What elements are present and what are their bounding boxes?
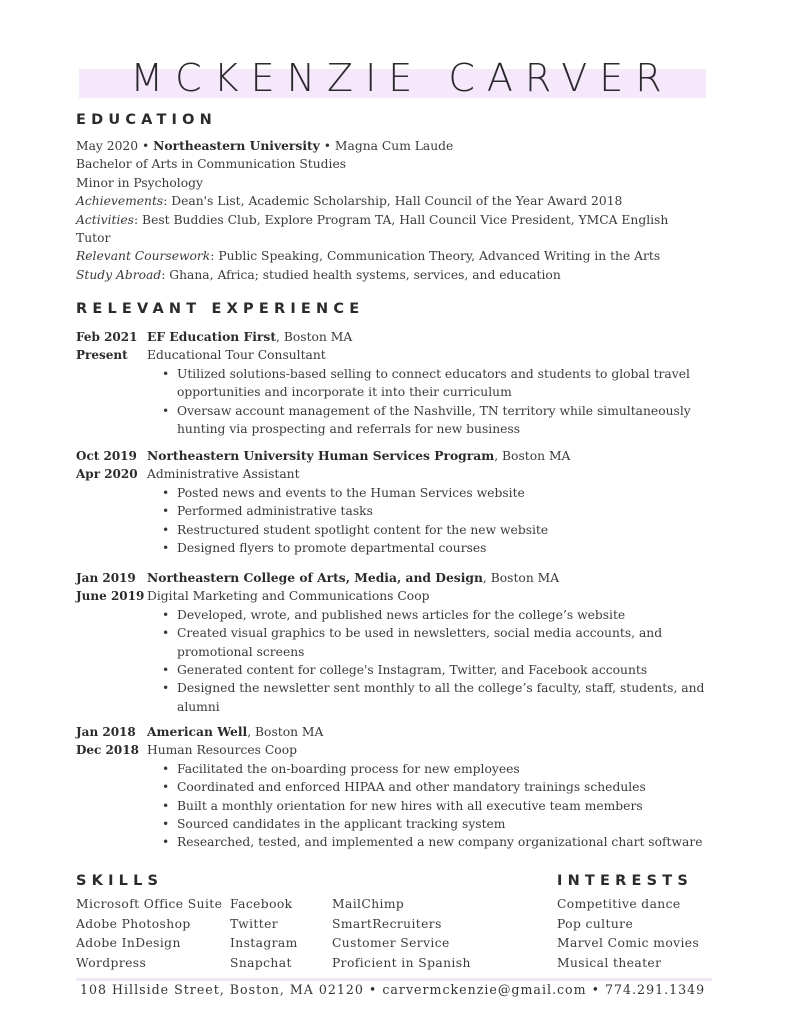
education-honor: Magna Cum Laude: [334, 139, 454, 153]
interests-heading: INTERESTS: [557, 873, 693, 889]
education-minor: Minor in Psychology: [76, 175, 203, 190]
job-bullet: • Created visual graphics to be used in newsletters, social media accounts, and promotional screens: [162, 624, 707, 661]
education-coursework: [76, 247, 716, 265]
activities-label: Activities: [76, 212, 134, 227]
job-start-date: Oct 2019: [76, 449, 137, 463]
job-bullet: • Oversaw account management of the Nashville, TN territory while simultaneously hunting via prospecting and referrals for new business: [162, 402, 707, 439]
job-location: , Boston MA: [276, 330, 353, 344]
job-organization: Northeastern University Human Services Program: [147, 448, 495, 463]
job-bullet: • Designed flyers to promote departmental courses: [162, 539, 707, 557]
achievements-label: Achievements: [76, 194, 164, 209]
interest-item: Marvel Comic movies: [557, 936, 700, 951]
separator: •: [319, 139, 335, 153]
job-bullet: • Developed, wrote, and published news articles for the college’s website: [162, 606, 707, 624]
job-bullets: [162, 606, 716, 716]
separator: •: [138, 139, 154, 153]
skill-item: Snapchat: [230, 955, 292, 970]
job-title: Human Resources Coop: [147, 743, 297, 758]
job-start-date: Feb 2021: [76, 330, 138, 344]
job-bullet: • Generated content for college's Instagram, Twitter, and Facebook accounts: [162, 661, 707, 679]
job-end-date: Dec 2018: [76, 743, 139, 758]
job-title: Digital Marketing and Communications Coop: [147, 589, 430, 604]
interest-item: Musical theater: [557, 955, 662, 970]
job-end-date: June 2019: [76, 589, 145, 604]
candidate-name: MCKENZIE CARVER: [130, 56, 674, 100]
skill-item: Twitter: [230, 916, 279, 931]
contact-email[interactable]: carvermckenzie@gmail.com: [382, 982, 587, 997]
education-date: May 2020: [76, 139, 139, 153]
interests-list: [557, 895, 699, 973]
skill-item: Microsoft Office Suite: [76, 897, 223, 911]
job-bullet: • Posted news and events to the Human Services website: [162, 484, 707, 502]
job-entry: [76, 569, 716, 716]
job-bullets: [162, 484, 716, 558]
interest-item: Competitive dance: [557, 897, 681, 911]
education-section: [76, 137, 716, 284]
job-location: , Boston MA: [494, 449, 571, 463]
job-location: , Boston MA: [247, 725, 324, 739]
skill-item: MailChimp: [332, 897, 405, 911]
education-activities-cont: Tutor: [76, 231, 111, 246]
job-organization: American Well: [147, 724, 248, 739]
separator: •: [363, 982, 383, 997]
skill-item: Facebook: [230, 897, 293, 911]
job-start-date: Jan 2018: [76, 725, 136, 739]
study-abroad-label: Study Abroad: [76, 267, 162, 282]
skill-item: Proficient in Spanish: [332, 955, 471, 970]
achievements-text: : Dean's List, Academic Scholarship, Hall Council of the Year Award 2018: [163, 194, 623, 209]
study-abroad-text: : Ghana, Africa; studied health systems, services, and education: [161, 267, 561, 282]
job-bullets: [162, 760, 716, 852]
job-entry: [76, 447, 716, 557]
education-heading: EDUCATION: [76, 112, 218, 128]
skill-item: Customer Service: [332, 936, 450, 951]
skill-item: Instagram: [230, 936, 298, 951]
interest-item: Pop culture: [557, 916, 634, 931]
footer-divider: [76, 978, 712, 981]
job-title: Administrative Assistant: [147, 467, 300, 482]
education-study-abroad: [76, 266, 716, 284]
coursework-label: Relevant Coursework: [76, 249, 211, 264]
job-bullet: • Sourced candidates in the applicant tracking system: [162, 815, 707, 833]
job-title: Educational Tour Consultant: [147, 348, 326, 363]
job-entry: [76, 723, 716, 852]
job-bullet: • Coordinated and enforced HIPAA and other mandatory trainings schedules: [162, 778, 707, 796]
job-bullet: • Built a monthly orientation for new hires with all executive team members: [162, 797, 707, 815]
job-bullet: • Utilized solutions-based selling to connect educators and students to global travel opportunities and incorporate it into their curriculum: [162, 365, 707, 402]
education-activities: [76, 211, 716, 229]
job-start-date: Jan 2019: [76, 571, 136, 585]
skill-item: Adobe Photoshop: [76, 916, 191, 931]
job-end-date: Present: [76, 348, 128, 363]
education-degree: Bachelor of Arts in Communication Studies: [76, 157, 347, 172]
activities-text: : Best Buddies Club, Explore Program TA, Hall Council Vice President, YMCA English: [133, 212, 669, 227]
job-bullets: [162, 365, 716, 439]
contact-address: 108 Hillside Street, Boston, MA 02120: [80, 982, 364, 997]
job-bullet: • Restructured student spotlight content for the new website: [162, 521, 707, 539]
job-bullet: • Researched, tested, and implemented a new company organizational chart software: [162, 833, 707, 851]
job-bullet: • Facilitated the on-boarding process for new employees: [162, 760, 707, 778]
contact-phone[interactable]: 774.291.1349: [605, 982, 706, 997]
coursework-text: : Public Speaking, Communication Theory, Advanced Writing in the Arts: [210, 249, 661, 264]
skill-item: Adobe InDesign: [76, 936, 181, 951]
skill-item: SmartRecruiters: [332, 916, 442, 931]
education-school-line: [76, 137, 716, 155]
skills-heading: SKILLS: [76, 873, 164, 889]
job-bullet: • Designed the newsletter sent monthly to all the college’s faculty, staff, students, and alumni: [162, 679, 707, 716]
job-organization: Northeastern College of Arts, Media, and Design: [147, 570, 483, 585]
education-school: Northeastern University: [153, 138, 320, 153]
skill-item: Wordpress: [76, 955, 147, 970]
separator: •: [586, 982, 606, 997]
job-entry: [76, 328, 716, 438]
job-end-date: Apr 2020: [76, 467, 138, 482]
skills-list: [76, 895, 556, 973]
contact-footer: [80, 982, 705, 997]
education-achievements: [76, 192, 716, 210]
job-bullet: • Performed administrative tasks: [162, 502, 707, 520]
job-organization: EF Education First: [147, 329, 277, 344]
job-location: , Boston MA: [482, 571, 560, 585]
experience-heading: RELEVANT EXPERIENCE: [76, 301, 365, 317]
